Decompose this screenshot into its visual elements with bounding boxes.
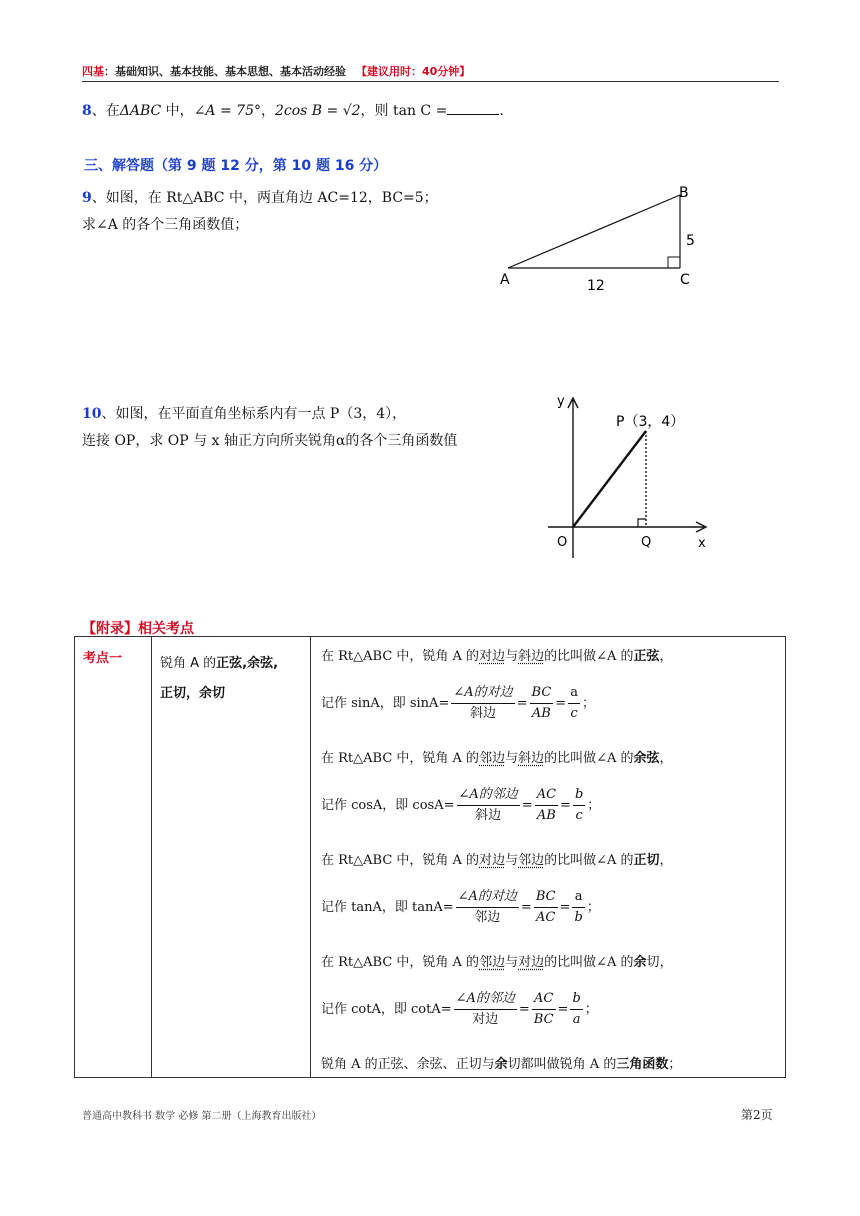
q9-line2: 求∠A 的各个三角函数值；: [82, 217, 249, 233]
point-label: 考点一: [75, 637, 152, 1078]
triangle-figure: [490, 180, 710, 295]
page-number: 第2页: [741, 1108, 773, 1122]
formula-sin: 记作 sinA，即 sinA= $\frac{\text{∠A的对边}}{\text{斜边}}$ = $\frac{BC}{AB}$ = $\frac{a}{c}$ ；: [321, 685, 595, 721]
question-10: [82, 403, 406, 423]
header-prefix: 四基: [82, 65, 104, 78]
question-number: 10: [82, 406, 102, 422]
hypotenuse-ab: [508, 195, 680, 268]
q8-sep: ，: [260, 103, 275, 119]
label-x: x: [698, 536, 706, 551]
label-q: Q: [641, 535, 652, 550]
q8-text-b: 中，: [161, 103, 194, 119]
right-angle-mark: [638, 519, 646, 527]
question-9: [82, 187, 438, 207]
q8-condition: 2cos B = √2: [274, 103, 361, 119]
q10-line1: 、如图，在平面直角坐标系内有一点 P（3，4），: [101, 406, 407, 422]
topic-terms-2: 正切，余切: [160, 686, 226, 701]
q8-angle: ∠A = 75°: [193, 103, 261, 119]
section-title: 三、解答题（第 9 题 12 分，第 10 题 16 分）: [84, 158, 388, 174]
formula-cos: 记作 cosA，即 cosA= $\frac{\text{∠A的邻边}}{\text{斜边}}$ = $\frac{AC}{AB}$ = $\frac{b}{c}$ ；: [321, 787, 601, 823]
q8-triangle: ΔABC: [119, 103, 162, 119]
question-number: 8: [82, 103, 92, 119]
topic-text: 锐角 A 的: [160, 656, 217, 671]
label-p: P（3，4）: [616, 414, 685, 430]
label-ac-length: 12: [587, 278, 605, 294]
q8-text: 、在: [91, 103, 120, 119]
formula-cot: 记作 cotA，即 cotA= $\frac{\text{∠A的邻边}}{\text{对边}}$ = $\frac{AC}{BC}$ = $\frac{b}{a}$ ；: [321, 991, 598, 1027]
answer-blank[interactable]: [447, 102, 499, 115]
label-bc-length: 5: [686, 233, 695, 249]
footer-book-title: 普通高中教科书 数学 必修 第二册（上海教育出版社）: [82, 1111, 322, 1122]
header-title: ：基础知识、基本技能、基本思想、基本活动经验: [104, 65, 346, 78]
right-angle-mark: [668, 257, 680, 268]
definition-sin: 在 Rt△ABC 中，锐角 A 的对边与斜边的比叫做∠A 的正弦，: [321, 649, 673, 664]
definition-cot: 在 Rt△ABC 中，锐角 A 的邻边与对边的比叫做∠A 的余切，: [321, 955, 673, 970]
label-y: y: [557, 394, 565, 409]
appendix-title: 【附录】相关考点: [82, 621, 194, 637]
label-c: C: [680, 272, 690, 288]
q9-line1: 、如图，在 Rt△ABC 中，两直角边 AC=12，BC=5；: [91, 190, 438, 206]
summary: 锐角 A 的正弦、余弦、正切与余切都叫做锐角 A 的三角函数；: [321, 1057, 682, 1072]
topic-cell: [152, 637, 311, 1078]
question-number: 9: [82, 190, 92, 206]
header-time: 【建议用时：40分钟】: [356, 65, 471, 78]
q8-end: .: [499, 103, 504, 119]
label-b: B: [679, 185, 689, 201]
q8-text-c: ，则 tan C =: [360, 103, 448, 119]
question-8: [82, 100, 504, 120]
definition-cos: 在 Rt△ABC 中，锐角 A 的邻边与斜边的比叫做∠A 的余弦，: [321, 751, 673, 766]
key-points-table: [74, 636, 786, 1078]
topic-terms: 正弦,余弦,: [216, 656, 279, 671]
page-header: [82, 63, 470, 79]
formula-tan: 记作 tanA，即 tanA= $\frac{\text{∠A的对边}}{\text{邻边}}$ = $\frac{BC}{AC}$ = $\frac{a}{b}$ ；: [321, 889, 600, 925]
definition-tan: 在 Rt△ABC 中，锐角 A 的对边与邻边的比叫做∠A 的正切，: [321, 853, 673, 868]
definition-cell: [311, 637, 786, 1078]
label-o: O: [557, 535, 568, 550]
coordinate-figure: [540, 388, 720, 563]
label-a: A: [500, 272, 510, 288]
q10-line2: 连接 OP，求 OP 与 x 轴正方向所夹锐角α的各个三角函数值: [82, 433, 458, 449]
segment-op: [573, 431, 646, 527]
header-rule: [82, 81, 779, 82]
